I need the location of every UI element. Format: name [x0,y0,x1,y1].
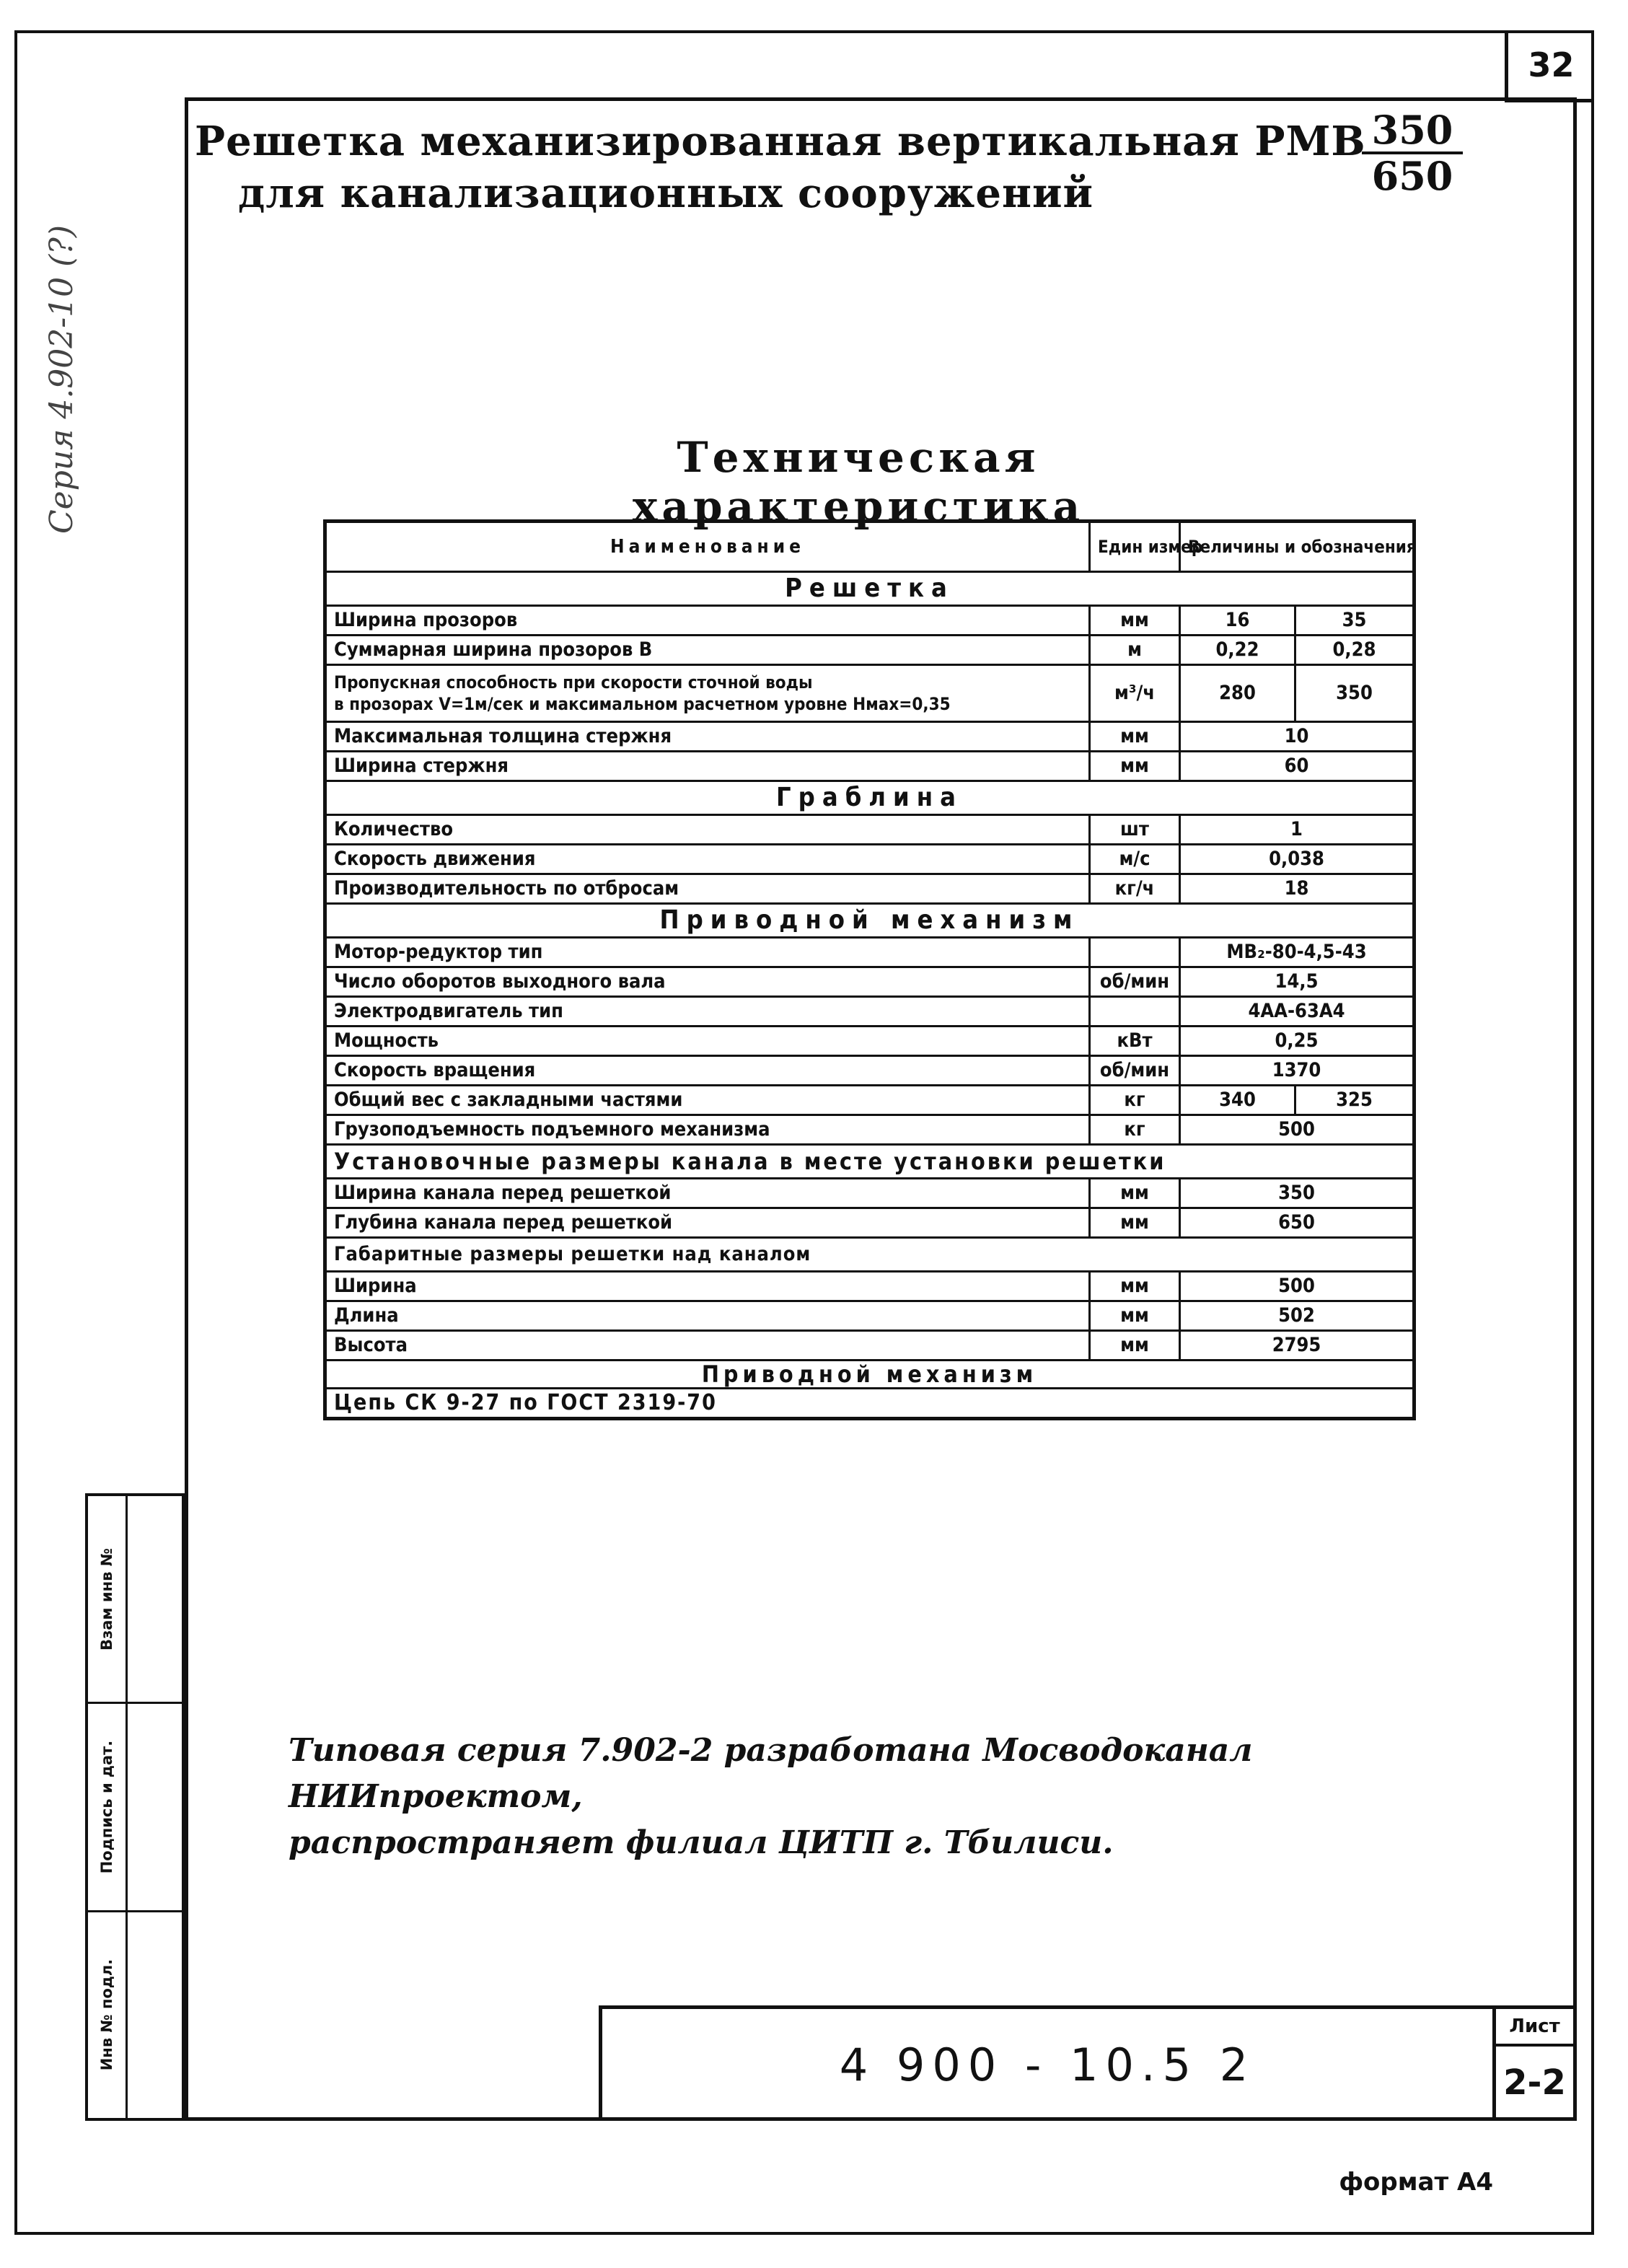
format-label: формат А4 [1339,2168,1493,2197]
side-note: Серия 4.902-10 (?) [43,224,80,534]
title-line-2: для канализационных сооружений [238,170,1094,217]
section-row [325,1238,1414,1272]
table-row: Длина мм 502 [325,1301,1414,1331]
table-row: Максимальная толщина стержня мм 10 [325,722,1414,752]
publication-note [289,1728,1471,1866]
section-title: Установочные размеры канала в месте установки решетки [325,1145,1414,1179]
sheet-label: Лист [1496,2009,1573,2047]
table-row: Цепь СК 9-27 по ГОСТ 2319-70 [325,1389,1414,1419]
table-row: Ширина прозоров мм 16 35 [325,606,1414,636]
sheet-number-top: 32 [1505,30,1594,102]
model-numerator: 350 [1362,108,1463,154]
table-row: Общий вес с закладными частями кг 340 325 [325,1086,1414,1115]
section-title: Решетка [325,572,1414,606]
stamp-cell-original [88,1912,182,2118]
header-name: Наименование [325,522,1090,572]
table-row: Количество шт 1 [325,815,1414,845]
document-code: 4 900 - 10.5 2 [599,2005,1496,2121]
section-row [325,1145,1414,1179]
section-title: Приводной механизм [325,1361,1414,1389]
table-row: Глубина канала перед решеткой мм 650 [325,1208,1414,1238]
table-row: Мощность кВт 0,25 [325,1027,1414,1056]
section-row [325,904,1414,938]
stamp-label-original: Инв № подл. [98,1959,115,2071]
table-row: Ширина стержня мм 60 [325,752,1414,781]
table-row: Скорость движения м/с 0,038 [325,845,1414,874]
table-row: Ширина мм 500 [325,1272,1414,1301]
table-row: Грузоподъемность подъемного механизма кг 500 [325,1115,1414,1145]
section-row [325,1361,1414,1389]
model-fraction [1362,108,1463,198]
table-row: Число оборотов выходного вала об/мин 14,5 [325,967,1414,997]
table-row: Пропускная способность при скорости сточной воды в прозорах V=1м/сек и максимальном расчетном уровне Hмах=0,35 м³/ч 280 350 [325,665,1414,722]
table-row: Ширина канала перед решеткой мм 350 [325,1179,1414,1208]
model-denominator: 650 [1371,153,1453,199]
section-row [325,781,1414,815]
table-row: Производительность по отбросам кг/ч 18 [325,874,1414,904]
stamp-label-signature: Подпись и дат. [98,1740,115,1874]
stamp-label-replace: Взам инв № [98,1547,115,1651]
header-unit: Един измер [1090,522,1180,572]
section-title: Габаритные размеры решетки над каналом [325,1238,1414,1272]
stamp-strip [85,1493,185,2121]
stamp-cell-signature [88,1704,182,1912]
note-line-1: Типовая серия 7.902-2 разработана Мосводоканал НИИпроектом, [289,1732,1253,1815]
stamp-cell-replace [88,1496,182,1704]
section-heading: Техническая характеристика [632,433,1085,531]
table-row: Суммарная ширина прозоров B м 0,22 0,28 [325,636,1414,665]
table-row: Электродвигатель тип 4АА-63А4 [325,997,1414,1027]
sheet-box [1492,2005,1577,2121]
table-row: Высота мм 2795 [325,1331,1414,1361]
sheet-number: 2-2 [1503,2062,1566,2103]
table-row: Скорость вращения об/мин 1370 [325,1056,1414,1086]
note-line-2: распространяет филиал ЦИТП г. Тбилиси. [289,1824,1114,1861]
table-header [325,522,1414,572]
spec-table [323,519,1416,1420]
header-values: Величины и обозначения [1180,522,1414,572]
section-row [325,572,1414,606]
section-title: Приводной механизм [325,904,1414,938]
section-title: Граблина [325,781,1414,815]
document-title [195,115,1486,219]
title-line-1: Решетка механизированная вертикальная РМВ [195,118,1366,165]
table-row: Мотор-редуктор тип МВ₂-80-4,5-43 [325,938,1414,967]
